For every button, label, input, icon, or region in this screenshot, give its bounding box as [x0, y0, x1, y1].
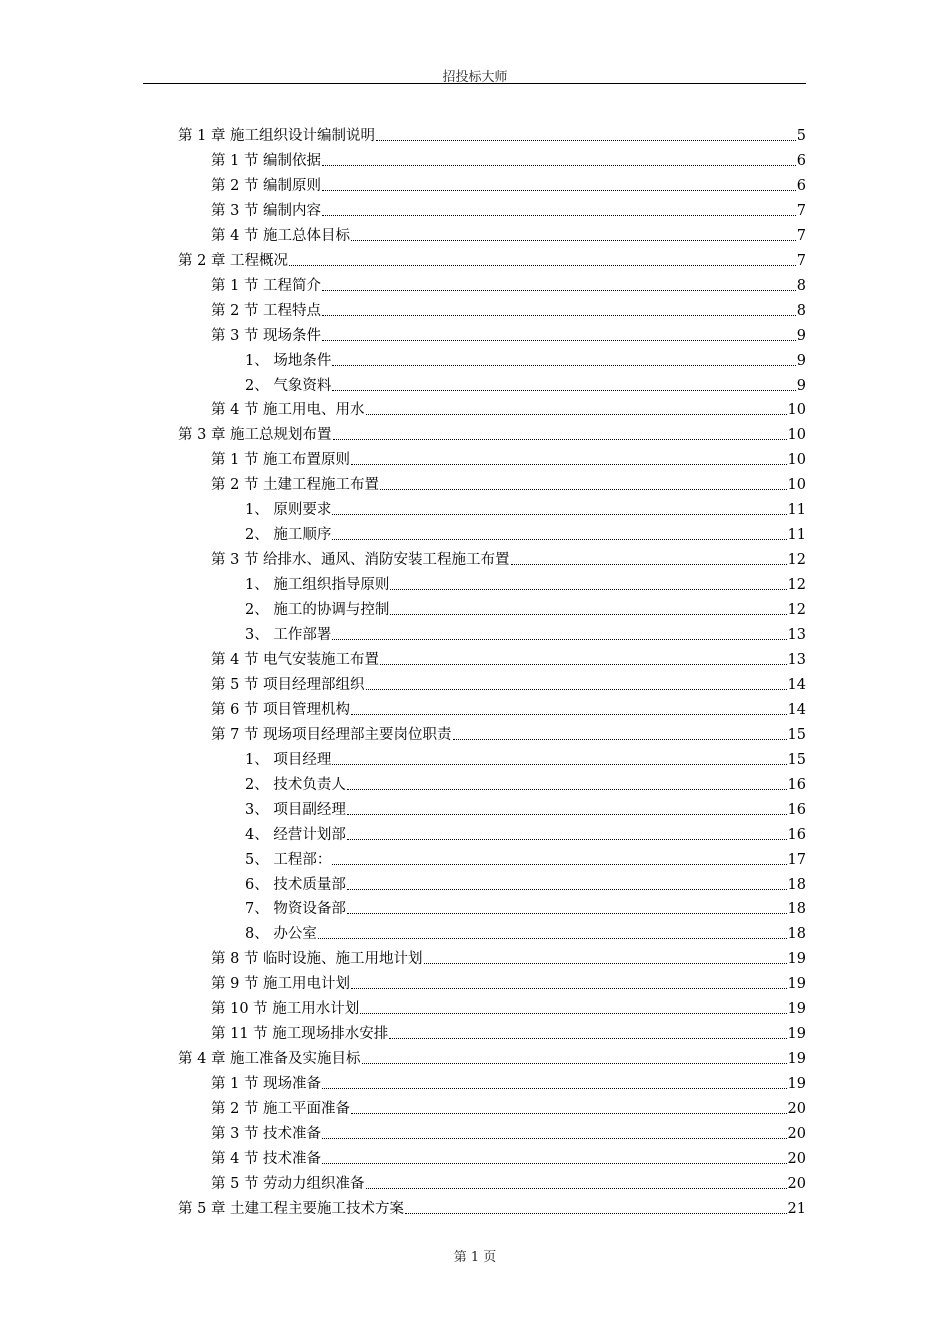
toc-entry-page-number: 13	[787, 651, 806, 668]
toc-entry-page-number: 14	[787, 676, 806, 693]
toc-entry-page-number: 18	[787, 926, 806, 943]
toc-entry-page-number: 10	[787, 402, 806, 419]
toc-entry-label: 第 1 节 工程简介	[211, 277, 322, 294]
toc-dot-leader	[347, 789, 787, 790]
toc-entry[interactable]	[211, 1122, 806, 1146]
toc-dot-leader	[322, 315, 796, 316]
toc-entry[interactable]	[211, 1147, 806, 1171]
toc-entry[interactable]	[211, 1097, 806, 1121]
toc-dot-leader	[362, 1063, 787, 1064]
toc-entry-label: 第 5 节 劳动力组织准备	[211, 1175, 365, 1192]
page-header: 招投标大师	[442, 70, 508, 85]
toc-entry-label: 第 6 节 项目管理机构	[211, 701, 351, 718]
toc-entry-label: 1、 场地条件	[245, 352, 332, 369]
toc-entry[interactable]	[245, 848, 806, 872]
toc-entry[interactable]	[245, 374, 806, 398]
toc-dot-leader	[332, 514, 786, 515]
toc-entry[interactable]	[211, 224, 806, 248]
toc-dot-leader	[351, 988, 786, 989]
toc-entry[interactable]	[211, 723, 806, 747]
toc-entry-page-number: 19	[787, 1026, 806, 1043]
toc-dot-leader	[333, 439, 787, 440]
toc-dot-leader	[322, 1163, 786, 1164]
toc-entry[interactable]	[211, 324, 806, 348]
toc-entry[interactable]	[211, 473, 806, 497]
toc-dot-leader	[511, 564, 787, 565]
toc-entry[interactable]	[178, 249, 806, 273]
toc-dot-leader	[332, 365, 795, 366]
toc-entry-page-number: 19	[787, 1001, 806, 1018]
toc-entry-label: 第 3 节 给排水、通风、消防安装工程施工布置	[211, 552, 510, 569]
toc-entry-label: 第 7 节 现场项目经理部主要岗位职责	[211, 726, 452, 743]
toc-entry-label: 第 2 节 工程特点	[211, 302, 322, 319]
toc-entry[interactable]	[211, 398, 806, 422]
toc-entry[interactable]	[211, 997, 806, 1021]
toc-entry-page-number: 19	[787, 1051, 806, 1068]
toc-entry-label: 第 3 节 现场条件	[211, 327, 322, 344]
toc-dot-leader	[332, 539, 786, 540]
page-footer: 第 1 页	[453, 1250, 497, 1265]
toc-entry[interactable]	[178, 1197, 806, 1221]
toc-entry[interactable]	[211, 1022, 806, 1046]
toc-entry-label: 第 4 节 施工总体目标	[211, 227, 351, 244]
toc-dot-leader	[405, 1213, 786, 1214]
toc-entry-label: 第 11 节 施工现场排水安排	[211, 1026, 389, 1043]
toc-dot-leader	[322, 290, 796, 291]
toc-entry-label: 3、 项目副经理	[245, 801, 346, 818]
toc-entry-label: 8、 办公室	[245, 926, 317, 943]
toc-entry-page-number: 9	[796, 377, 806, 394]
toc-entry[interactable]	[211, 648, 806, 672]
toc-entry-label: 第 3 章 施工总规划布置	[178, 427, 332, 444]
toc-dot-leader	[332, 764, 786, 765]
toc-entry-page-number: 15	[787, 751, 806, 768]
toc-entry-page-number: 10	[787, 477, 806, 494]
toc-dot-leader	[318, 938, 787, 939]
toc-entry[interactable]	[178, 1047, 806, 1071]
toc-entry-page-number: 16	[787, 776, 806, 793]
toc-dot-leader	[390, 614, 786, 615]
toc-entry-label: 第 2 节 土建工程施工布置	[211, 477, 380, 494]
toc-entry-label: 第 1 节 现场准备	[211, 1076, 322, 1093]
toc-entry-page-number: 16	[787, 801, 806, 818]
toc-entry[interactable]	[245, 823, 806, 847]
toc-entry-page-number: 9	[796, 352, 806, 369]
toc-entry[interactable]	[245, 623, 806, 647]
toc-dot-leader	[389, 1038, 786, 1039]
toc-entry-label: 2、 技术负责人	[245, 776, 346, 793]
toc-entry[interactable]	[245, 573, 806, 597]
toc-entry-page-number: 13	[787, 627, 806, 643]
toc-entry[interactable]	[245, 922, 806, 946]
toc-dot-leader	[332, 864, 786, 865]
toc-entry-label: 1、 原则要求	[245, 502, 332, 519]
toc-entry[interactable]	[211, 448, 806, 472]
toc-entry-label: 第 2 节 编制原则	[211, 177, 322, 194]
toc-entry[interactable]	[211, 274, 806, 298]
toc-entry-page-number: 19	[787, 951, 806, 968]
toc-entry-page-number: 20	[787, 1126, 806, 1142]
toc-entry-page-number: 12	[787, 552, 806, 569]
toc-dot-leader	[380, 489, 786, 490]
toc-entry-label: 3、 工作部署	[245, 627, 332, 643]
toc-entry-label: 4、 经营计划部	[245, 826, 346, 843]
toc-dot-leader	[351, 1113, 786, 1114]
toc-entry-label: 第 1 章 施工组织设计编制说明	[178, 128, 376, 144]
toc-dot-leader	[289, 265, 796, 266]
header-divider	[143, 83, 806, 84]
toc-entry-page-number: 8	[796, 302, 806, 319]
toc-entry-label: 第 4 节 电气安装施工布置	[211, 651, 380, 668]
toc-entry-page-number: 10	[787, 427, 806, 444]
toc-entry-label: 2、 气象资料	[245, 377, 332, 394]
toc-dot-leader	[347, 839, 787, 840]
toc-dot-leader	[366, 689, 787, 690]
toc-entry-label: 2、 施工顺序	[245, 527, 332, 544]
toc-entry-label: 7、 物资设备部	[245, 901, 346, 918]
toc-entry-label: 第 3 节 编制内容	[211, 202, 322, 219]
toc-entry-label: 第 10 节 施工用水计划	[211, 1001, 360, 1018]
toc-entry[interactable]	[245, 523, 806, 547]
toc-entry-page-number: 20	[787, 1150, 806, 1167]
toc-dot-leader	[366, 1188, 787, 1189]
toc-entry-label: 第 9 节 施工用电计划	[211, 976, 351, 993]
toc-entry[interactable]	[211, 947, 806, 971]
toc-entry-page-number: 5	[796, 128, 806, 144]
toc-entry[interactable]	[211, 149, 806, 173]
toc-entry-page-number: 10	[787, 452, 806, 469]
toc-dot-leader	[366, 414, 787, 415]
toc-entry[interactable]	[211, 972, 806, 996]
toc-entry-label: 第 2 节 施工平面准备	[211, 1101, 351, 1118]
toc-entry[interactable]	[245, 349, 806, 373]
toc-dot-leader	[453, 739, 787, 740]
toc-entry-page-number: 11	[787, 527, 806, 544]
toc-entry-page-number: 6	[796, 152, 806, 169]
toc-entry-label: 6、 技术质量部	[245, 876, 346, 893]
toc-entry[interactable]	[211, 698, 806, 722]
toc-entry-label: 第 5 节 项目经理部组织	[211, 676, 365, 693]
toc-entry-page-number: 18	[787, 901, 806, 918]
toc-dot-leader	[390, 589, 786, 590]
toc-entry-label: 第 4 节 技术准备	[211, 1150, 322, 1167]
toc-entry-label: 第 2 章 工程概况	[178, 252, 289, 269]
toc-dot-leader	[332, 390, 795, 391]
toc-entry-page-number: 9	[796, 327, 806, 344]
toc-entry[interactable]	[245, 897, 806, 921]
toc-entry-label: 第 1 节 编制依据	[211, 152, 322, 169]
toc-entry-page-number: 17	[787, 851, 806, 868]
toc-entry-page-number: 8	[796, 277, 806, 294]
toc-entry-page-number: 6	[796, 177, 806, 194]
toc-dot-leader	[424, 963, 787, 964]
toc-entry[interactable]	[245, 498, 806, 522]
toc-entry[interactable]	[245, 773, 806, 797]
toc-dot-leader	[322, 190, 796, 191]
toc-entry[interactable]	[245, 598, 806, 622]
toc-entry[interactable]	[245, 748, 806, 772]
toc-dot-leader	[322, 340, 796, 341]
toc-dot-leader	[380, 664, 786, 665]
toc-dot-leader	[332, 639, 786, 640]
toc-dot-leader	[322, 1138, 786, 1139]
toc-entry-label: 第 8 节 临时设施、施工用地计划	[211, 951, 423, 968]
toc-entry[interactable]	[178, 124, 806, 148]
toc-entry-page-number: 21	[787, 1200, 806, 1217]
toc-dot-leader	[351, 464, 786, 465]
toc-entry-label: 第 4 章 施工准备及实施目标	[178, 1051, 361, 1068]
toc-entry-page-number: 20	[787, 1175, 806, 1192]
toc-entry-page-number: 16	[787, 826, 806, 843]
toc-dot-leader	[322, 165, 796, 166]
toc-entry-page-number: 7	[796, 252, 806, 269]
toc-entry-label: 第 5 章 土建工程主要施工技术方案	[178, 1200, 405, 1217]
toc-entry-label: 2、 施工的协调与控制	[245, 602, 390, 619]
toc-entry-page-number: 14	[787, 701, 806, 718]
toc-entry[interactable]	[245, 873, 806, 897]
toc-entry-page-number: 7	[796, 227, 806, 244]
toc-dot-leader	[322, 1088, 786, 1089]
toc-entry[interactable]	[211, 1072, 806, 1096]
toc-entry[interactable]	[211, 1172, 806, 1196]
toc-dot-leader	[360, 1013, 786, 1014]
toc-entry-page-number: 11	[787, 502, 806, 519]
toc-entry[interactable]	[211, 548, 806, 572]
toc-dot-leader	[347, 814, 787, 815]
toc-entry[interactable]	[211, 199, 806, 223]
toc-entry-label: 1、 项目经理	[245, 751, 332, 768]
toc-entry-page-number: 12	[787, 602, 806, 619]
toc-entry-page-number: 15	[787, 726, 806, 743]
toc-entry-page-number: 18	[787, 876, 806, 893]
toc-entry-page-number: 19	[787, 1076, 806, 1093]
toc-entry[interactable]	[211, 299, 806, 323]
toc-entry-label: 5、 工程部：	[245, 851, 332, 868]
toc-entry[interactable]	[245, 798, 806, 822]
toc-dot-leader	[347, 913, 787, 914]
toc-dot-leader	[322, 215, 796, 216]
toc-entry[interactable]	[211, 673, 806, 697]
toc-entry-label: 第 1 节 施工布置原则	[211, 452, 351, 469]
toc-dot-leader	[351, 240, 796, 241]
toc-entry[interactable]	[178, 423, 806, 447]
toc-entry-label: 第 4 节 施工用电、用水	[211, 402, 365, 419]
toc-dot-leader	[351, 714, 786, 715]
toc-entry-label: 1、 施工组织指导原则	[245, 577, 390, 594]
toc-dot-leader	[376, 140, 796, 141]
toc-entry-label: 第 3 节 技术准备	[211, 1126, 322, 1142]
toc-entry-page-number: 19	[787, 976, 806, 993]
toc-entry-page-number: 20	[787, 1101, 806, 1118]
toc-dot-leader	[347, 889, 787, 890]
toc-entry-page-number: 12	[787, 577, 806, 594]
toc-entry-page-number: 7	[796, 202, 806, 219]
toc-entry[interactable]	[211, 174, 806, 198]
